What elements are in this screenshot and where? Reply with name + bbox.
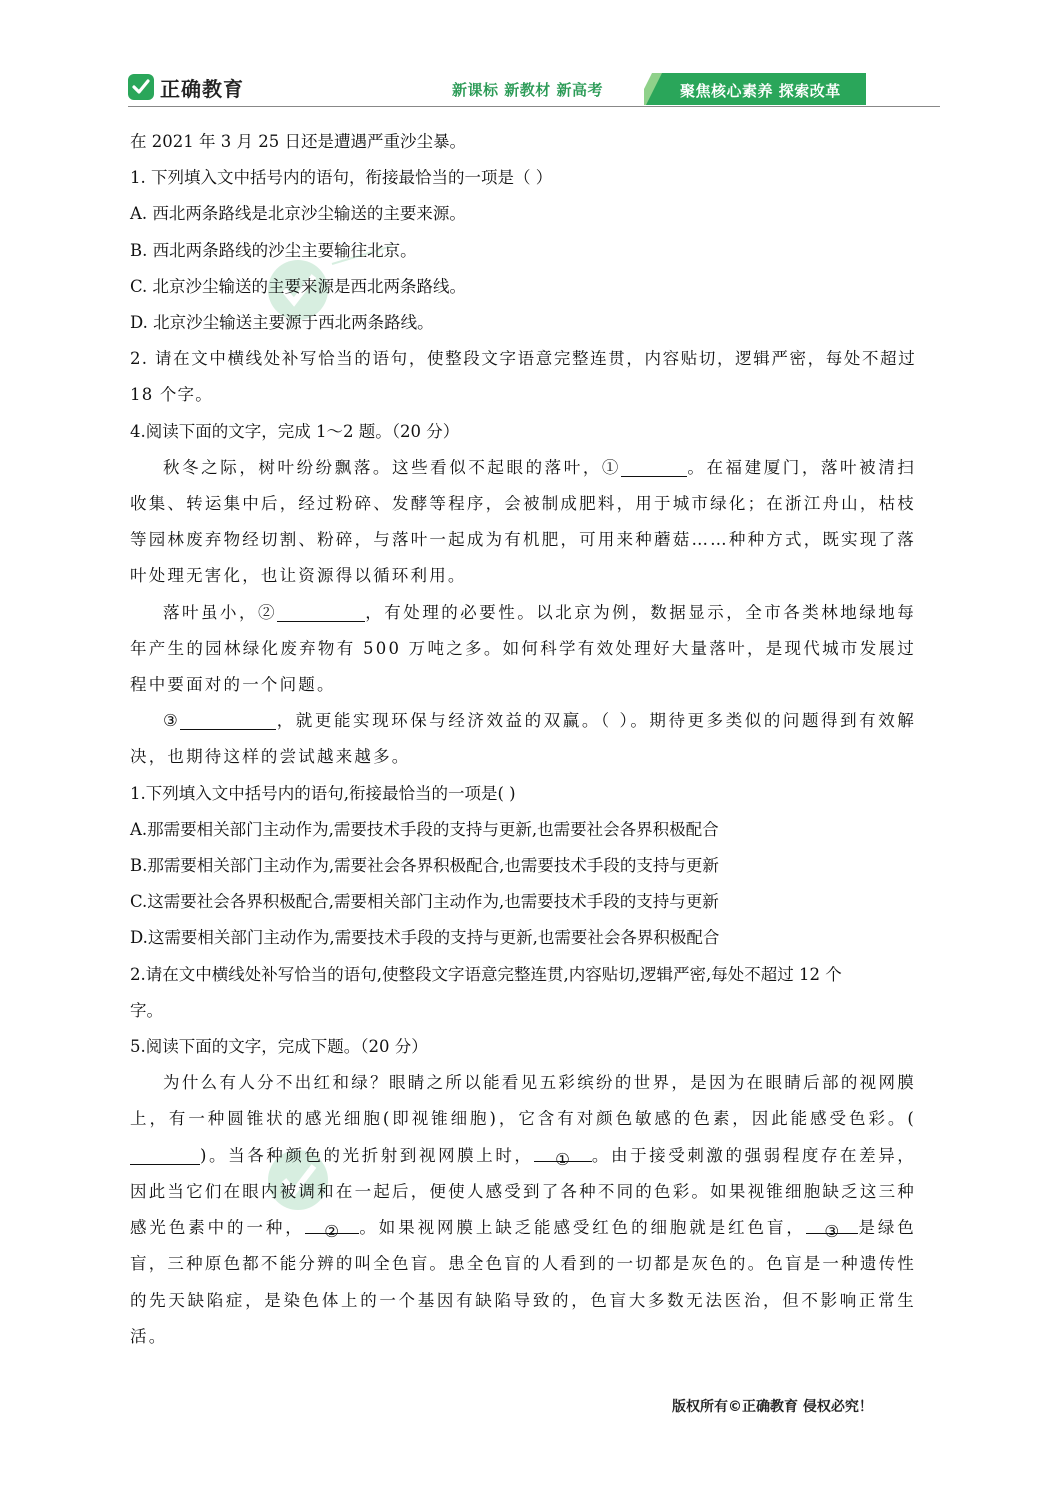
document-body xyxy=(130,124,916,1355)
paragraph xyxy=(130,1065,916,1355)
fill-blank xyxy=(534,1142,592,1169)
blank-marker: ① xyxy=(601,457,621,477)
question-text: 2. 请在文中横线处补写恰当的语句，使整段文字语意完整连贯，内容贴切，逻辑严密，每处不超过 18 个字。 xyxy=(130,349,916,405)
paren-open: ( xyxy=(907,1109,916,1129)
slogan-right: 聚焦核心素养 探索改革 xyxy=(680,82,841,100)
fill-blank xyxy=(621,457,687,477)
paragraph-text: ，有处理的必要性。以北京为例，数据显示，全市各类林地绿地每年产生的园林绿化废弃物有 500 万吨之多。如何科学有效处理好大量落叶，是现代城市发展过程中要面对的一个问题。 xyxy=(130,602,916,695)
fill-blank xyxy=(130,1145,200,1165)
fill-blank xyxy=(806,1214,858,1242)
section-title: 5.阅读下面的文字，完成下题。（20 分） xyxy=(130,1037,428,1057)
paragraph-text: ，就更能实现环保与经济效益的双赢。（ ）。期待更多类似的问题得到有效解决，也期待这样的尝试越来越多。 xyxy=(130,711,917,767)
slogan-left: 新课标 新教材 新高考 xyxy=(452,81,603,99)
blank-marker: ③ xyxy=(824,1222,840,1242)
option-b: B.那需要相关部门主动作为,需要社会各界积极配合,也需要技术手段的支持与更新 xyxy=(130,856,719,876)
header-divider xyxy=(128,106,940,107)
paren-close: ) xyxy=(200,1145,209,1165)
option-a: A. 西北两条路线是北京沙尘输送的主要来源。 xyxy=(130,204,466,224)
option-d: D.这需要相关部门主动作为,需要技术手段的支持与更新,也需要社会各界积极配合 xyxy=(130,928,720,948)
page-header xyxy=(128,70,940,112)
option-c: C.这需要社会各界积极配合,需要相关部门主动作为,也需要技术手段的支持与更新 xyxy=(130,892,719,912)
logo xyxy=(128,72,244,102)
paragraph-text: 。在福建厦门，落叶被清扫收集、转运集中后，经过粉碎、发酵等程序，会被制成肥料，用于城市绿化；在浙江舟山，枯枝等园林废弃物经切割、粉碎，与落叶一起成为有机肥，可用来种蘑菇……种种方式，既实现了落叶处理无害化，也让资源得以循环利用。 xyxy=(130,457,916,586)
text-line: 在 2021 年 3 月 25 日还是遭遇严重沙尘暴。 xyxy=(130,132,466,151)
question-text: 字。 xyxy=(130,1000,163,1020)
paragraph xyxy=(130,703,916,775)
check-icon xyxy=(128,74,154,100)
paragraph-text: 为什么有人分不出红和绿？眼睛之所以能看见五彩缤纷的世界，是因为在眼睛后部的视网膜上，有一种圆锥状的感光细胞(即视锥细胞)，它含有对颜色敏感的色素，因此能感受色彩。 xyxy=(130,1073,916,1129)
paragraph-text: 是绿色盲，三种原色都不能分辨的叫全色盲。患全色盲的人看到的一切都是灰色的。色盲是一种遗传性的先天缺陷症，是染色体上的一个基因有缺陷导致的，色盲大多数无法医治，但不影响正常生活。 xyxy=(130,1218,916,1346)
paragraph-text: 秋冬之际，树叶纷纷飘落。这些看似不起眼的落叶， xyxy=(163,457,602,477)
blank-marker: ② xyxy=(258,602,277,622)
option-b: B. 西北两条路线的沙尘主要输往北京。 xyxy=(130,240,417,260)
option-d: D. 北京沙尘输送主要源于西北两条路线。 xyxy=(130,313,434,333)
copyright-footer: 版权所有©正确教育 侵权必究！ xyxy=(672,1399,873,1415)
paragraph-text: 落叶虽小， xyxy=(163,602,258,622)
blank-marker: ③ xyxy=(163,711,181,731)
question-text: 2.请在文中横线处补写恰当的语句,使整段文字语意完整连贯,内容贴切,逻辑严密,每处不超过 12 个 xyxy=(130,964,842,984)
section-title: 4.阅读下面的文字，完成 1～2 题。（20 分） xyxy=(130,421,460,441)
option-a: A.那需要相关部门主动作为,需要技术手段的支持与更新,也需要社会各界积极配合 xyxy=(130,819,719,839)
paragraph xyxy=(130,450,916,595)
paragraph xyxy=(130,595,916,704)
fill-blank xyxy=(305,1214,359,1242)
slogan-banner xyxy=(644,73,866,105)
question-text: 1.下列填入文中括号内的语句,衔接最恰当的一项是( ) xyxy=(130,783,516,803)
paragraph-text: 。当各种颜色的光折射到视网膜上时， xyxy=(208,1145,534,1165)
fill-blank xyxy=(277,602,365,622)
paragraph-text: 。如果视网膜上缺乏能感受红色的细胞就是红色盲， xyxy=(358,1218,806,1238)
blank-marker: ① xyxy=(555,1149,570,1169)
option-c: C. 北京沙尘输送的主要来源是西北两条路线。 xyxy=(130,276,467,296)
question-text: 1. 下列填入文中括号内的语句，衔接最恰当的一项是（ ） xyxy=(130,168,553,188)
blank-marker: ② xyxy=(324,1222,340,1242)
paragraph-text: 。由于接受刺激的强弱程度存在差异，因此当它们在眼内被调和在一起后，便使人感受到了各种不同的色彩。如果视锥细胞缺乏这三种感光色素中的一种， xyxy=(130,1145,916,1238)
fill-blank xyxy=(180,710,276,730)
logo-text: 正确教育 xyxy=(160,76,244,101)
